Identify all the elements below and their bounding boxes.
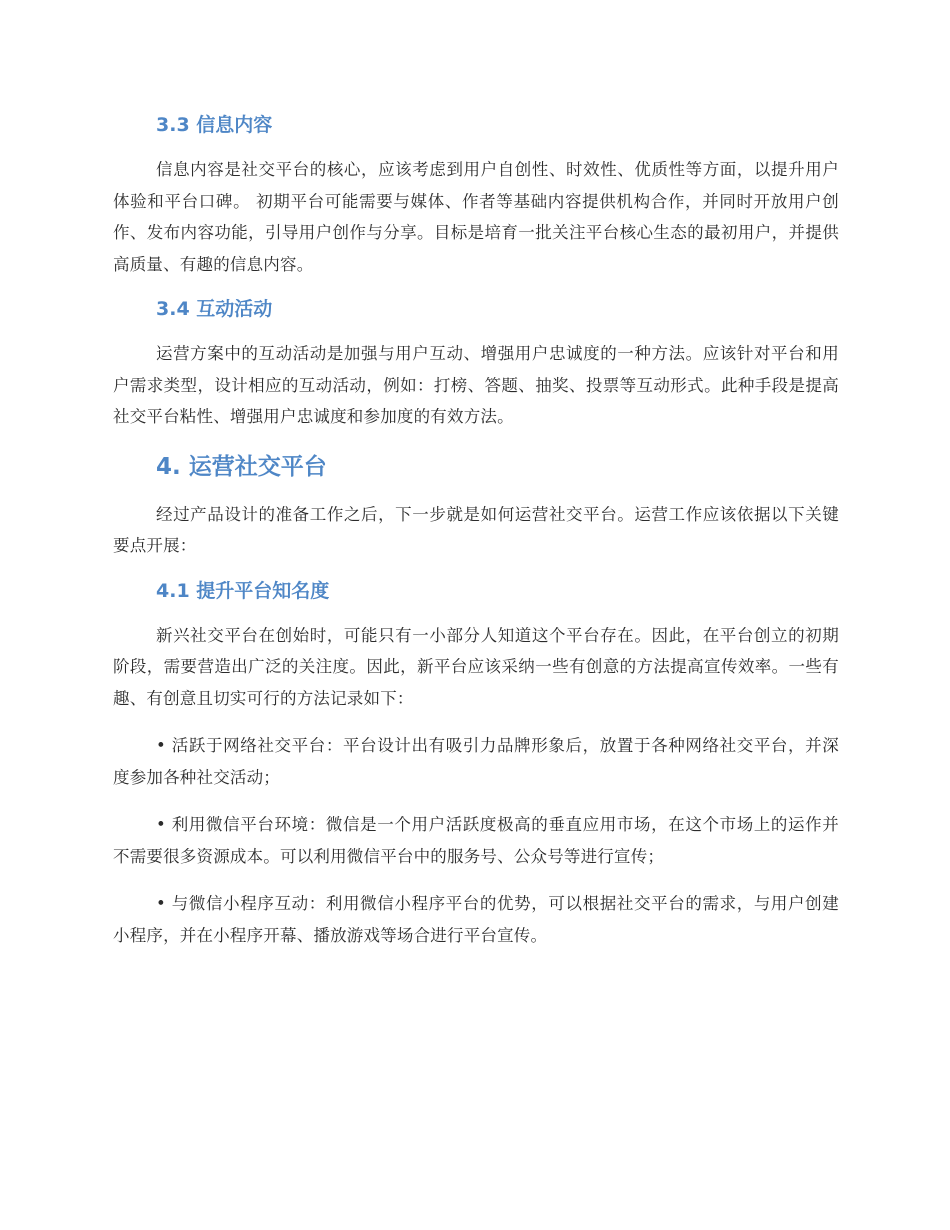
bullet-item: • 利用微信平台环境：微信是一个用户活跃度极高的垂直应用市场，在这个市场上的运作并不需要很多资源成本。可以利用微信平台中的服务号、公众号等进行宣传；: [113, 815, 839, 866]
heading-3-3: 3.3 信息内容: [156, 114, 273, 136]
bullet-item: • 活跃于网络社交平台：平台设计出有吸引力品牌形象后，放置于各种网络社交平台，并深度参加各种社交活动；: [113, 736, 839, 787]
heading-4-1: 4.1 提升平台知名度: [156, 579, 330, 602]
paragraph-3-3: 信息内容是社交平台的核心，应该考虑到用户自创性、时效性、优质性等方面，以提升用户体验和平台口碑。 初期平台可能需要与媒体、作者等基础内容提供机构合作，并同时开放用户创作、发布内容功能，引导用户创作与分享。目标是培育一批关注平台核心生态的最初用户，并提供高质量、有趣的信息内容。: [113, 160, 839, 274]
paragraph-4: 经过产品设计的准备工作之后，下一步就是如何运营社交平台。运营工作应该依据以下关键要点开展：: [113, 504, 839, 555]
bullet-item: • 与微信小程序互动：利用微信小程序平台的优势，可以根据社交平台的需求，与用户创建小程序，并在小程序开幕、播放游戏等场合进行平台宣传。: [113, 894, 839, 945]
heading-4: 4. 运营社交平台: [156, 453, 327, 480]
heading-3-4: 3.4 互动活动: [156, 298, 273, 320]
paragraph-4-1: 新兴社交平台在创始时，可能只有一小部分人知道这个平台存在。因此，在平台创立的初期阶段，需要营造出广泛的关注度。因此，新平台应该采纳一些有创意的方法提高宣传效率。一些有趣、有创意且切实可行的方法记录如下：: [113, 625, 839, 708]
paragraph-3-4: 运营方案中的互动活动是加强与用户互动、增强用户忠诚度的一种方法。应该针对平台和用户需求类型，设计相应的互动活动，例如：打榜、答题、抽奖、投票等互动形式。此种手段是提高社交平台粘性、增强用户忠诚度和参加度的有效方法。: [113, 344, 839, 426]
document-content: [113, 110, 839, 951]
